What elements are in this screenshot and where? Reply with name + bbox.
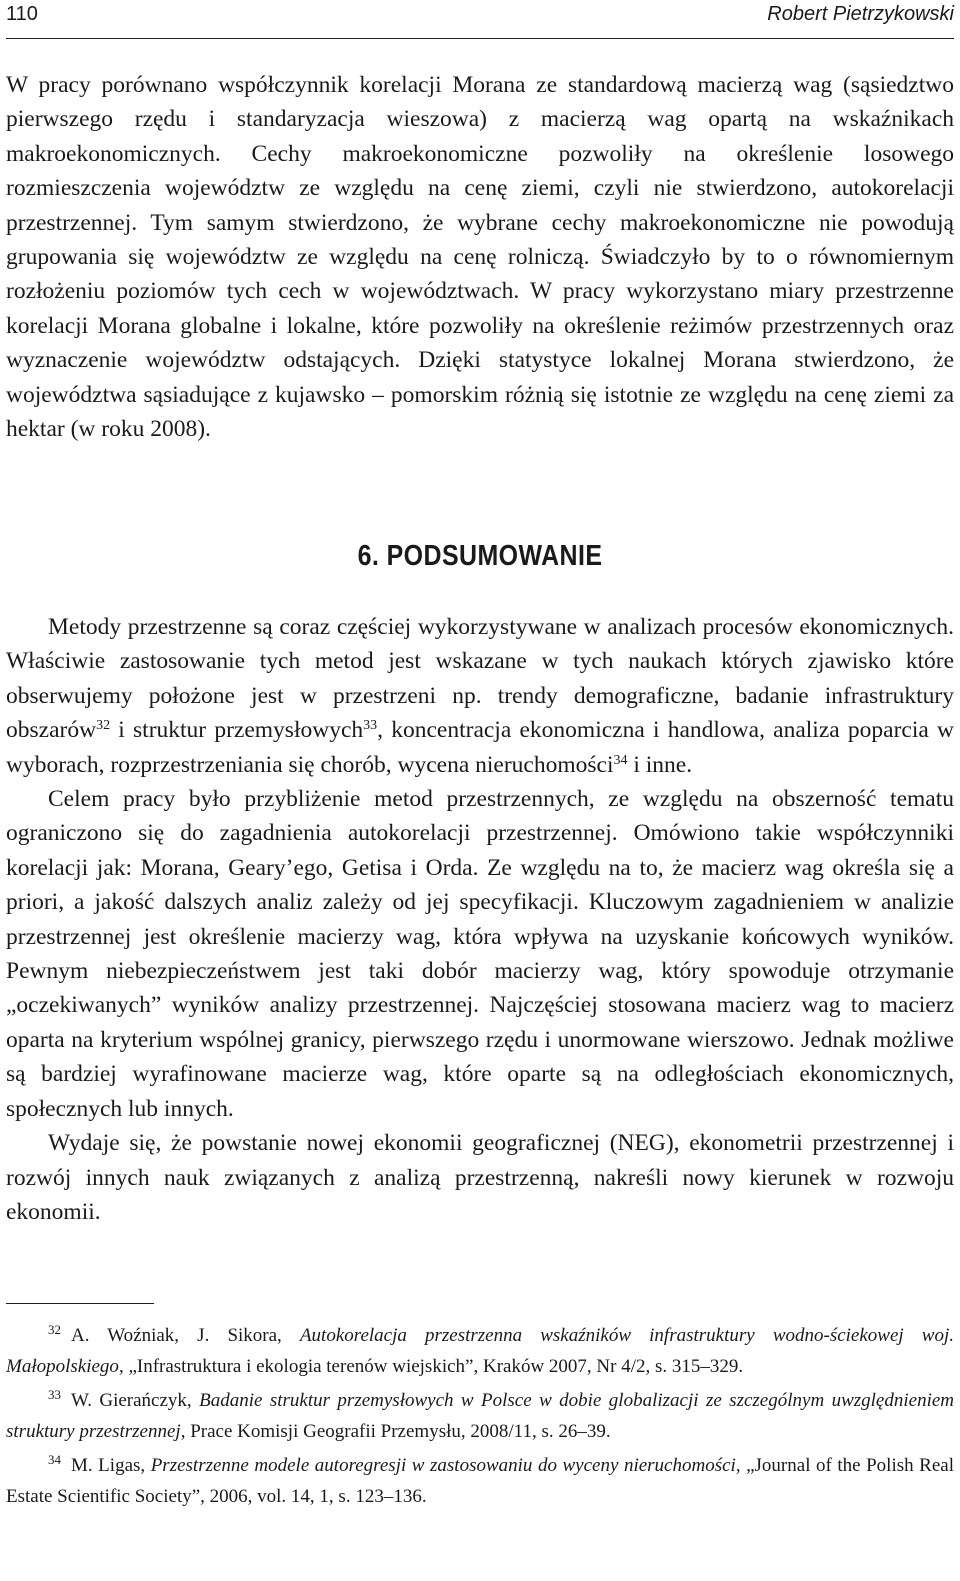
section-heading: 6. PODSUMOWANIE <box>357 540 603 572</box>
running-header <box>6 0 954 39</box>
summary-section <box>6 610 954 1229</box>
footnote-title: Autokorelacja przestrzenna wskaźników infrastruktury wodno-ściekowej woj. Małopolskiego <box>6 1325 954 1377</box>
footnote-author: A. Woźniak, J. Sikora, <box>71 1325 300 1346</box>
footnotes <box>6 1320 954 1515</box>
footnote-32 <box>6 1320 954 1382</box>
page-number: 110 <box>6 3 38 25</box>
footnote-separator <box>6 1303 154 1304</box>
summary-text: , koncentracja ekonomiczna i handlowa, analiza poparcia w wyborach, rozprzestrzeniania się chorób, wycena nieruchomości <box>6 717 954 778</box>
footnote-number: 34 <box>48 1452 61 1467</box>
running-head-author: Robert Pietrzykowski <box>767 3 954 25</box>
footnote-ref-34: 34 <box>613 752 628 768</box>
footnote-title: Przestrzenne modele autoregresji w zastosowaniu do wyceny nieruchomości <box>150 1455 736 1476</box>
footnote-author: M. Ligas, <box>71 1455 151 1476</box>
summary-text: i inne. <box>627 751 693 778</box>
footnote-ref-32: 32 <box>96 718 111 734</box>
footnote-source: , „Journal of the Polish Real Estate Scientific Society”, 2006, vol. 14, 1, s. 123–136. <box>6 1455 954 1507</box>
summary-text: Metody przestrzenne są coraz częściej wykorzystywane w analizach procesów ekonomicznych. Właściwie zastosowanie tych metod jest wskazane w tych naukach których zjawisko które obserwujemy położone jest w przestrzeni np. trendy demograficzne, badanie infrastruktury obszarów <box>6 614 954 744</box>
summary-paragraph-3: Wydaje się, że powstanie nowej ekonomii geograficznej (NEG), ekonometrii przestrzennej i rozwój innych nauk związanych z analizą przestrzenną, nakreśli nowy kierunek w rozwoju ekonomii. <box>6 1130 954 1225</box>
intro-paragraph: W pracy porównano współczynnik korelacji Morana ze standardową macierzą wag (sąsiedztwo pierwszego rzędu i standaryzacja wieszowa) z macierzą wag opartą na wskaźnikach makroekonomicznych. Cechy makroekonomiczne pozwoliły na określenie losowego rozmieszczenia województw ze względu na cenę ziemi, czyli nie stwierdzono, autokorelacji przestrzennej. Tym samym stwierdzono, że wybrane cechy makroekonomiczne nie powodują grupowania się województw ze względu na cenę rolniczą. Świadczyło by to o równomiernym rozłożeniu poziomów tych cech w województwach. W pracy wykorzystano miary przestrzenne korelacji Morana globalne i lokalne, które pozwoliły na określenie reżimów przestrzennych oraz wyznaczenie województw odstających. Dzięki statystyce lokalnej Morana stwierdzono, że województwa sąsiadujące z kujawsko – pomorskim różnią się istotnie ze względu na cenę ziemi za hektar (w roku 2008). <box>6 72 954 443</box>
footnote-ref-33: 33 <box>363 718 378 734</box>
footnote-34 <box>6 1450 954 1512</box>
summary-paragraph-1 <box>6 610 954 782</box>
footnote-title: Badanie struktur przemysłowych w Polsce w dobie globalizacji ze szczególnym uwzględnieniem struktury przestrzennej <box>6 1390 955 1442</box>
footnote-author: W. Gierańczyk, <box>71 1390 200 1411</box>
footnote-number: 32 <box>48 1322 61 1337</box>
footnote-33 <box>6 1385 954 1447</box>
footnote-number: 33 <box>48 1387 61 1402</box>
summary-paragraph-2: Celem pracy było przybliżenie metod przestrzennych, ze względu na obszerność tematu ograniczono się do zagadnienia autokorelacji przestrzennej. Omówiono takie współczynniki korelacji jak: Morana, Geary’ego, Getisa i Orda. Ze względu na to, że macierz wag określa się a priori, a jakość dalszych analiz zależy od jej specyfikacji. Kluczowym zagadnieniem w analizie przestrzennej jest określenie macierzy wag, która wpływa na uzyskanie końcowych wyników. Pewnym niebezpieczeństwem jest taki dobór macierzy wag, który spowoduje otrzymanie „oczekiwanych” wyników analizy przestrzennej. Najczęściej stosowana macierz wag to macierz oparta na kryterium wspólnej granicy, pierwszego rzędu i unormowane wierszowo. Jednak możliwe są bardziej wyrafinowane macierze wag, które oparte są na odległościach ekonomicznych, społecznych lub innych. <box>6 786 954 1122</box>
summary-text: i struktur przemysłowych <box>110 717 364 744</box>
footnote-source: , „Infrastruktura i ekologia terenów wiejskich”, Kraków 2007, Nr 4/2, s. 315–329. <box>118 1356 744 1377</box>
footnote-source: , Prace Komisji Geografii Przemysłu, 2008/11, s. 26–39. <box>180 1421 611 1442</box>
